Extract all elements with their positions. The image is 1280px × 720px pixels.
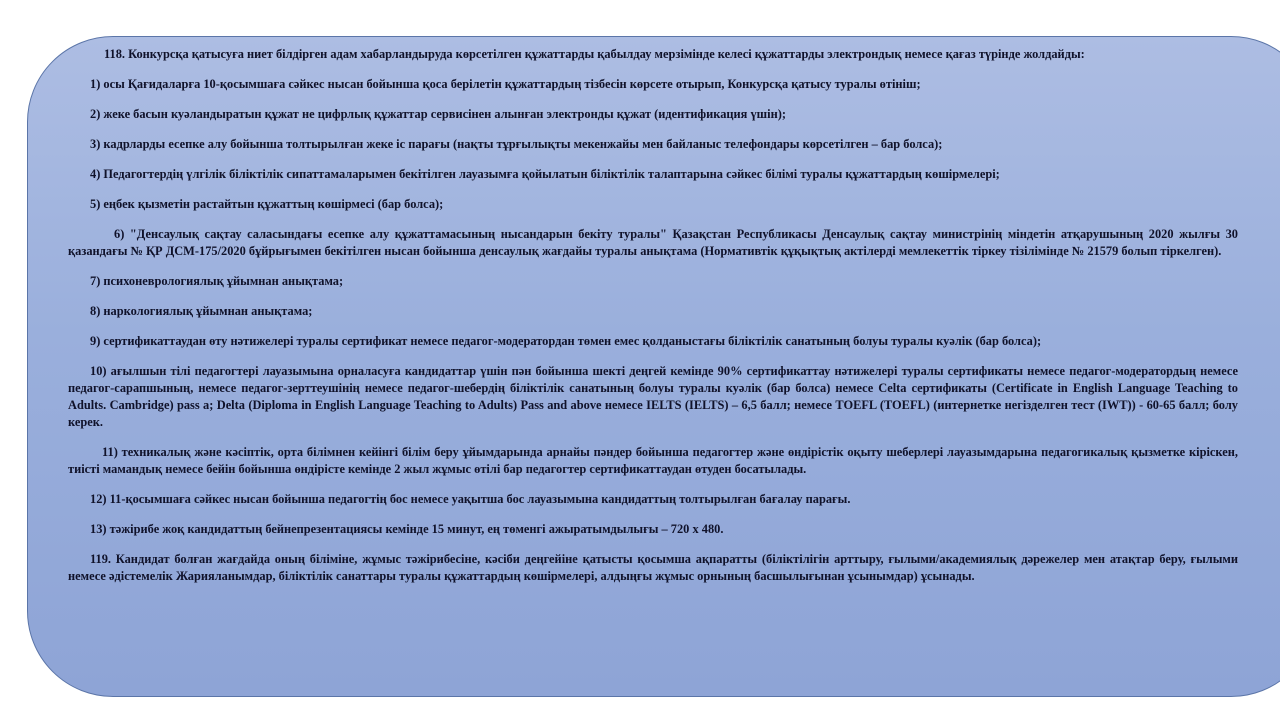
paragraph-119: 119. Кандидат болған жағдайда оның біліміне, жұмыс тәжірибесіне, кәсіби деңгейіне қатысты қосымша ақпаратты (біліктілігін арттыру, ғылыми/академиялық дәрежелер мен атақтар беру, ғылыми немесе әдістемелік Жарияланымдар, біліктілік санаттары туралы құжаттардың көшірмелері, алдыңғы жұмыс орнының басшылығынан ұсынымдар) ұсынады.: [68, 552, 1238, 583]
list-item-13: 13) тәжірибе жоқ кандидаттың бейнепрезентациясы кемінде 15 минут, ең төменгі ажыратымдылығы – 720 x 480.: [90, 522, 724, 536]
document-body: [68, 46, 1238, 598]
list-item-10: 10) ағылшын тілі педагогтері лауазымына орналасуға кандидаттар үшін пән бойынша шекті деңгей кемінде 90% сертификаттау нәтижелері туралы сертификаты немесе педагог-модератордың немесе педагог-сарапшының, немесе педагог-зерттеушінің немесе педагог-шебердің біліктілік санатының болуы туралы куәлік (бар болса) немесе Celta сертификаты (Certificate in English Language Teaching to Adults. Cambridge) pass a; Delta (Diploma in English Language Teaching to Adults) Pass and above немесе IELTS (IELTS) – 6,5 балл; немесе TOEFL (TOEFL) (интернетке негізделген тест (IWT)) - 60-65 балл; болу керек.: [68, 364, 1238, 429]
list-item-11: 11) техникалық және кәсіптік, орта білімнен кейінгі білім беру ұйымдарында арнайы пәндер бойынша педагогтер және өндірістік оқыту шеберлері лауазымдарына педагогикалық қызметке кіріскен, тиісті мамандық немесе бейін бойынша өндірісте кемінде 2 жыл жұмыс өтілі бар педагогтер сертификаттаудан өтуден босатылады.: [68, 445, 1238, 476]
list-item-6: 6) "Денсаулық сақтау саласындағы есепке алу құжаттамасының нысандарын бекіту туралы" Қазақстан Республикасы Денсаулық сақтау министрінің міндетін атқарушының 2020 жылғы 30 қазандағы № ҚР ДСМ-175/2020 бұйрығымен бекітілген нысан бойынша денсаулық жағдайы туралы анықтама (Нормативтік құқықтық актілерді мемлекеттік тіркеу тізілімінде № 21579 болып тіркелген).: [68, 227, 1238, 258]
list-item-12: 12) 11-қосымшаға сәйкес нысан бойынша педагогтің бос немесе уақытша бос лауазымына кандидаттың толтырылған бағалау парағы.: [90, 492, 851, 506]
list-item-3: 3) кадрларды есепке алу бойынша толтырылған жеке іс парағы (нақты тұрғылықты мекенжайы мен байланыс телефондары көрсетілген – бар болса);: [90, 137, 943, 151]
paragraph-118: 118. Конкурсқа қатысуға ниет білдірген адам хабарландыруда көрсетілген құжаттарды қабылдау мерзімінде келесі құжаттарды электрондық немесе қағаз түрінде жолдайды:: [104, 47, 1085, 61]
list-item-1: 1) осы Қағидаларға 10-қосымшаға сәйкес нысан бойынша қоса берілетін құжаттардың тізбесін көрсете отырып, Конкурсқа қатысу туралы өтініш;: [90, 77, 921, 91]
list-item-9: 9) сертификаттаудан өту нәтижелері туралы сертификат немесе педагог-модератордан төмен емес қолданыстағы біліктілік санатының болуы туралы куәлік (бар болса);: [90, 334, 1042, 348]
list-item-8: 8) наркологиялық ұйымнан анықтама;: [90, 304, 313, 318]
list-item-7: 7) психоневрологиялық ұйымнан анықтама;: [90, 274, 344, 288]
list-item-5: 5) еңбек қызметін растайтын құжаттың көшірмесі (бар болса);: [90, 197, 444, 211]
list-item-4: 4) Педагогтердің үлгілік біліктілік сипаттамаларымен бекітілген лауазымға қойылатын біліктілік талаптарына сәйкес білімі туралы құжаттардың көшірмелері;: [90, 167, 1000, 181]
list-item-2: 2) жеке басын куәландыратын құжат не цифрлық құжаттар сервисінен алынған электронды құжат (идентификация үшін);: [90, 107, 786, 121]
